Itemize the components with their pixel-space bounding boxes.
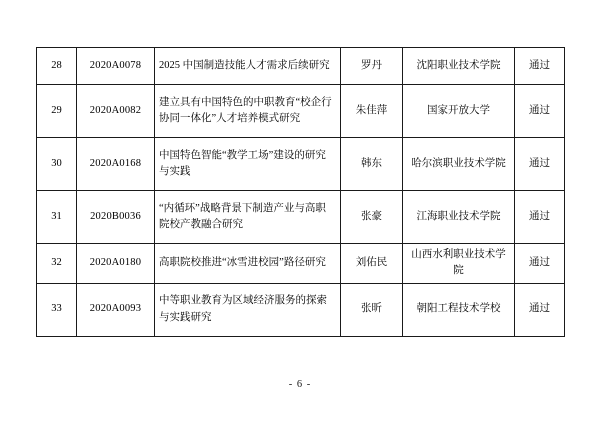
row-project-title: 2025 中国制造技能人才需求后续研究 <box>155 48 341 85</box>
table-row <box>37 191 565 244</box>
row-person: 罗丹 <box>341 48 403 85</box>
row-index: 32 <box>37 244 77 284</box>
row-organization: 朝阳工程技术学校 <box>403 283 515 336</box>
row-status: 通过 <box>515 48 565 85</box>
row-index: 33 <box>37 283 77 336</box>
row-status: 通过 <box>515 85 565 138</box>
row-project-code: 2020A0093 <box>77 283 155 336</box>
row-index: 30 <box>37 138 77 191</box>
row-organization: 沈阳职业技术学院 <box>403 48 515 85</box>
row-project-code: 2020B0036 <box>77 191 155 244</box>
table-row <box>37 48 565 85</box>
row-status: 通过 <box>515 283 565 336</box>
row-project-code: 2020A0082 <box>77 85 155 138</box>
table-row <box>37 244 565 284</box>
row-organization: 江海职业技术学院 <box>403 191 515 244</box>
row-index: 28 <box>37 48 77 85</box>
row-person: 张豪 <box>341 191 403 244</box>
row-person: 朱佳萍 <box>341 85 403 138</box>
table-row <box>37 85 565 138</box>
row-project-title: 中等职业教育为区域经济服务的探索与实践研究 <box>155 283 341 336</box>
row-status: 通过 <box>515 138 565 191</box>
row-organization: 国家开放大学 <box>403 85 515 138</box>
row-person: 刘佑民 <box>341 244 403 284</box>
row-project-title: 高职院校推进“冰雪进校园”路径研究 <box>155 244 341 284</box>
row-person: 张昕 <box>341 283 403 336</box>
row-person: 韩东 <box>341 138 403 191</box>
row-status: 通过 <box>515 244 565 284</box>
row-project-code: 2020A0180 <box>77 244 155 284</box>
row-project-code: 2020A0168 <box>77 138 155 191</box>
row-index: 29 <box>37 85 77 138</box>
row-organization: 山西水利职业技术学院 <box>403 244 515 284</box>
row-project-title: 建立具有中国特色的中职教育“校企行协同一体化”人才培养模式研究 <box>155 85 341 138</box>
row-index: 31 <box>37 191 77 244</box>
table-row <box>37 138 565 191</box>
project-list-table-container <box>36 47 564 337</box>
row-project-title: 中国特色智能“教学工场”建设的研究与实践 <box>155 138 341 191</box>
project-list-table <box>36 47 565 337</box>
page-footer: - 6 - <box>288 379 312 390</box>
table-row <box>37 283 565 336</box>
row-status: 通过 <box>515 191 565 244</box>
row-project-title: “内循环”战略背景下制造产业与高职院校产教融合研究 <box>155 191 341 244</box>
row-project-code: 2020A0078 <box>77 48 155 85</box>
row-organization: 哈尔滨职业技术学院 <box>403 138 515 191</box>
